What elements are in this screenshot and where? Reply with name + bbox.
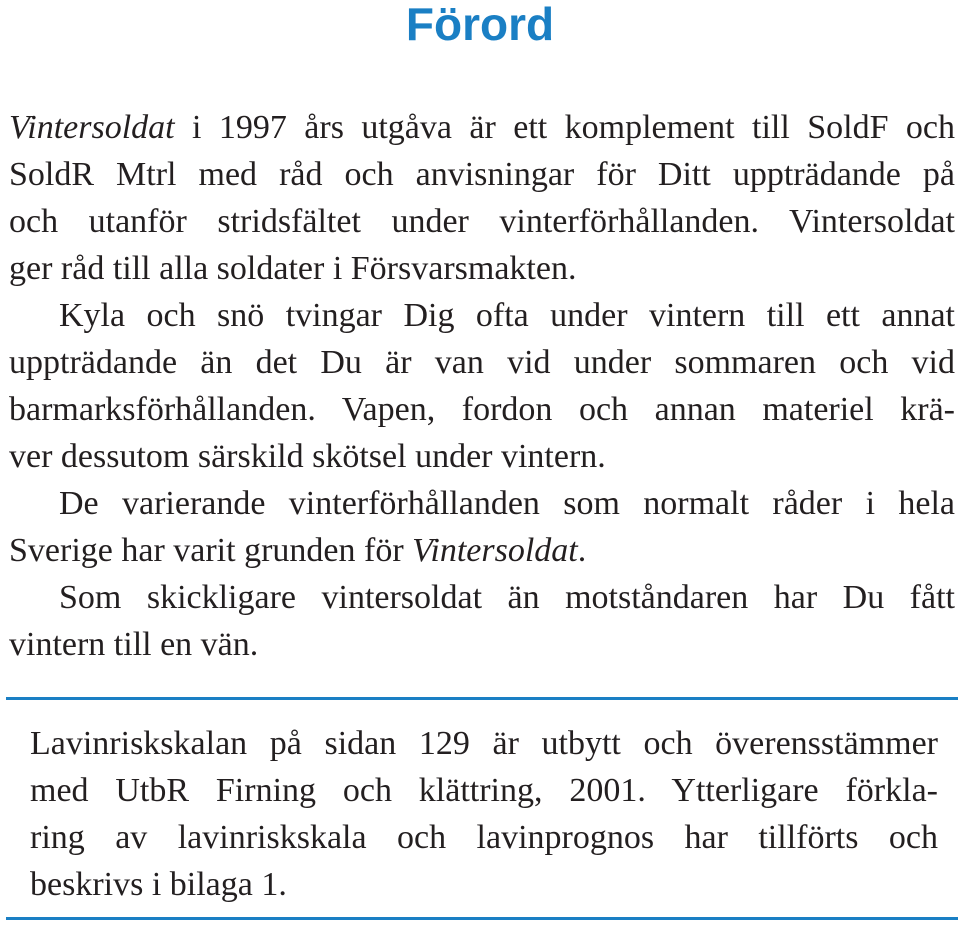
revision-note bbox=[30, 720, 938, 908]
paragraph-line bbox=[9, 104, 955, 151]
paragraph-line: De varierande vinterförhållanden som normalt råder i hela bbox=[59, 485, 955, 522]
line-text: Sverige har varit grunden för bbox=[9, 532, 413, 569]
book-title-italic: Vintersoldat bbox=[9, 109, 175, 146]
paragraph-line: SoldR Mtrl med råd och anvisningar för Ditt uppträdande på bbox=[9, 156, 955, 193]
divider-top bbox=[6, 697, 958, 700]
paragraph-line: uppträdande än det Du är van vid under sommaren och vid bbox=[9, 344, 955, 381]
book-title-italic: Vintersoldat bbox=[412, 532, 578, 569]
divider-bottom bbox=[6, 917, 958, 920]
paragraph-line bbox=[9, 527, 955, 574]
paragraph-line: barmarksförhållanden. Vapen, fordon och annan materiel krä- bbox=[9, 391, 955, 428]
note-line: beskrivs i bilaga 1. bbox=[30, 866, 287, 903]
paragraph-line: ger råd till alla soldater i Försvarsmakten. bbox=[9, 250, 577, 287]
line-text: i 1997 års utgåva är ett komplement till SoldF och bbox=[174, 109, 955, 146]
page-title: Förord bbox=[405, 0, 555, 50]
foreword-body bbox=[9, 104, 955, 668]
note-line: Lavinriskskalan på sidan 129 är utbytt och överensstämmer bbox=[30, 725, 938, 762]
paragraph-line: Kyla och snö tvingar Dig ofta under vintern till ett annat bbox=[59, 297, 955, 334]
paragraph-line: vintern till en vän. bbox=[9, 626, 259, 663]
paragraph-line: Som skickligare vintersoldat än motståndaren har Du fått bbox=[59, 579, 955, 616]
note-line: med UtbR Firning och klättring, 2001. Ytterligare förkla- bbox=[30, 772, 938, 809]
note-line: ring av lavinriskskala och lavinprognos har tillförts och bbox=[30, 819, 938, 856]
paragraph-line: ver dessutom särskild skötsel under vintern. bbox=[9, 438, 606, 475]
line-text: . bbox=[577, 532, 587, 569]
paragraph-line: och utanför stridsfältet under vinterförhållanden. Vintersoldat bbox=[9, 203, 955, 240]
